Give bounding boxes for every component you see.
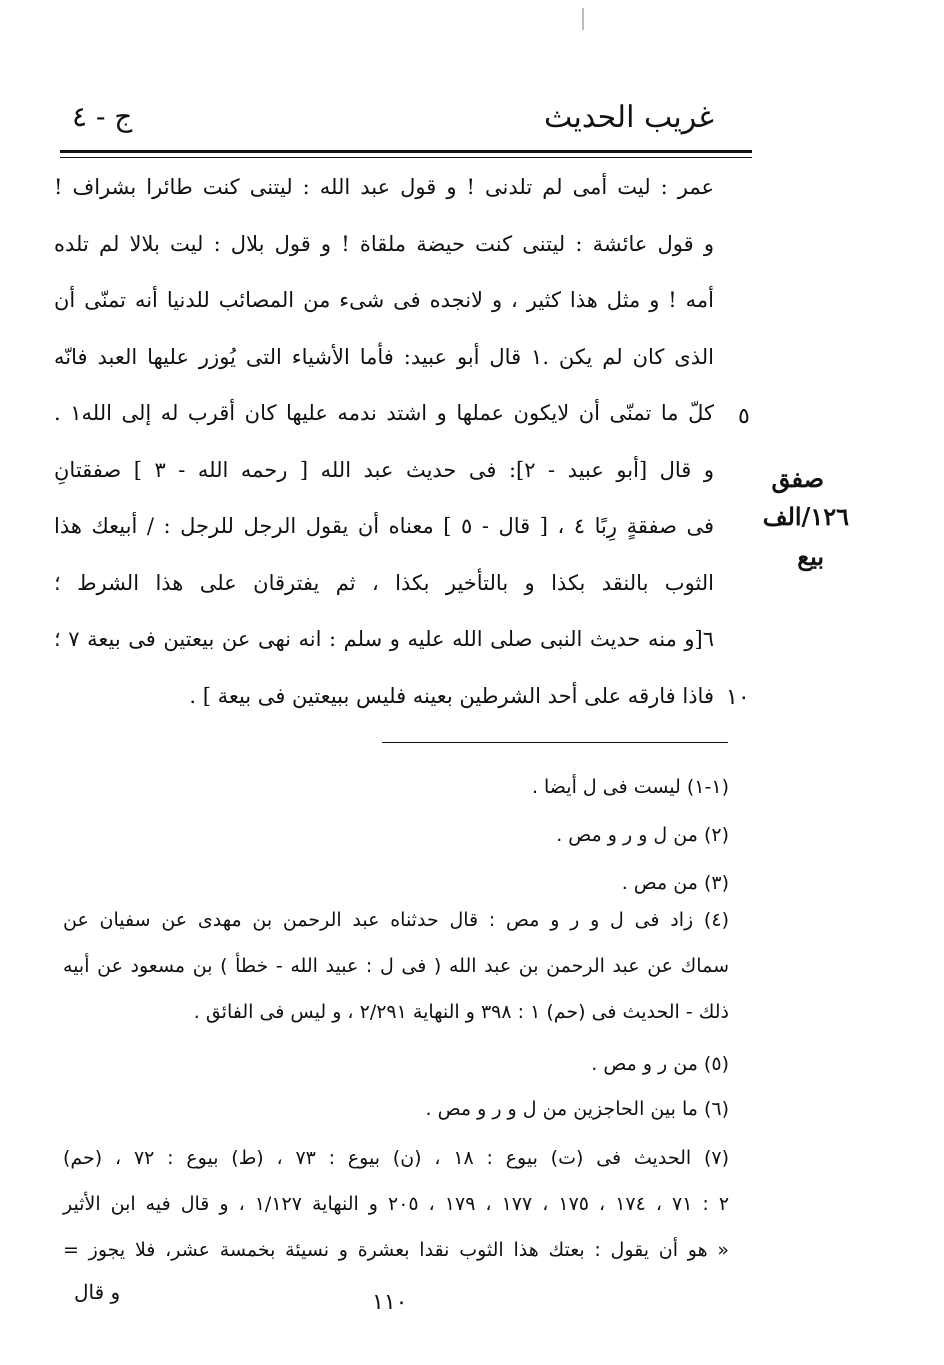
- top-mark: [582, 8, 584, 30]
- footnote-line: (٤) زاد فى ل و ر و مص : قال حدثناه عبد الرحمن بن مهدى عن سفيان عن: [63, 909, 729, 931]
- margin-note-keyword: بيع: [797, 542, 824, 571]
- footnote-line: (١-١) ليست فى ل أيضا .: [531, 776, 729, 798]
- footnote-separator: [382, 742, 728, 743]
- body-line: فى صفقةٍ رِبًا ٤ ، [ قال - ٥ ] معناه أن يقول الرجل للرجل : / أبيعك هذا: [54, 514, 714, 538]
- margin-note-folio: ١٢٦/الف: [762, 502, 849, 531]
- body-line: و قول عائشة : ليتنى كنت حيضة ملقاة ! و قول بلال : ليت بلالا لم تلده: [54, 232, 714, 256]
- body-line: ٦[و منه حديث النبى صلى الله عليه و سلم : انه نهى عن بيعتين فى بيعة ٧ ؛: [54, 627, 714, 651]
- page-number: ١١٠: [372, 1290, 408, 1315]
- body-line: كلّ ما تمنّى أن لايكون عملها و اشتد ندمه عليها كان أقرب له إلى الله١ .: [54, 401, 714, 425]
- catchword: و قال: [74, 1280, 121, 1304]
- footnote-line: « هو أن يقول : بعتك هذا الثوب نقدا بعشرة و نسيئة بخمسة عشر، فلا يجوز =: [63, 1239, 729, 1261]
- body-line: فاذا فارقه على أحد الشرطين بعينه فليس ببيعتين فى بيعة ] .: [189, 684, 714, 708]
- footnote-line: (٧) الحديث فى (ت) بيوع : ١٨ ، (ن) بيوع : ٧٣ ، (ط) بيوع : ٧٢ ، (حم): [63, 1147, 729, 1169]
- body-line: أمه ! و مثل هذا كثير ، و لانجده فى شىء من المصائب للدنيا أنه تمنّى أن: [54, 288, 714, 312]
- running-title: غريب الحديث: [544, 100, 714, 135]
- footnote-line: (٣) من مص .: [621, 872, 729, 894]
- footnote-line: (٦) ما بين الحاجزين من ل و ر و مص .: [425, 1098, 729, 1120]
- footnote-line: (٢) من ل و ر و مص .: [556, 824, 729, 846]
- volume-label: ج - ٤: [72, 100, 133, 133]
- body-line: و قال [أبو عبيد - ٢]: فى حديث عبد الله [ رحمه الله - ٣ ] صفقتانِ: [54, 458, 715, 482]
- body-line: الذى كان لم يكن .١ قال أبو عبيد: فأما الأشياء التى يُوزر عليها العبد فانّه: [54, 345, 714, 369]
- line-marker-10: ١٠: [726, 685, 750, 710]
- header-rule: [60, 150, 752, 153]
- footnote-line: سماك عن عبد الرحمن بن عبد الله ( فى ل : عبيد الله - خطأ ) بن مسعود عن أبيه: [63, 955, 729, 977]
- header-rule-thin: [60, 157, 752, 158]
- footnote-line: ٢ : ٧١ ، ١٧٤ ، ١٧٥ ، ١٧٧ ، ١٧٩ ، ٢٠٥ و النهاية ١/١٢٧ ، و قال فيه ابن الأثير: [63, 1193, 730, 1215]
- line-marker-5: ٥: [738, 404, 750, 429]
- body-line: عمر : ليت أمى لم تلدنى ! و قول عبد الله : ليتنى كنت طائرا بشراف !: [54, 175, 714, 199]
- body-line: الثوب بالنقد بكذا و بالتأخير بكذا ، ثم يفترقان على هذا الشرط ؛: [54, 571, 714, 595]
- footnote-line: (٥) من ر و مص .: [591, 1053, 729, 1075]
- footnote-line: ذلك - الحديث فى (حم) ١ : ٣٩٨ و النهاية ٢/٢٩١ ، و ليس فى الفائق .: [193, 1001, 729, 1023]
- margin-note-heading: صفق: [771, 464, 824, 493]
